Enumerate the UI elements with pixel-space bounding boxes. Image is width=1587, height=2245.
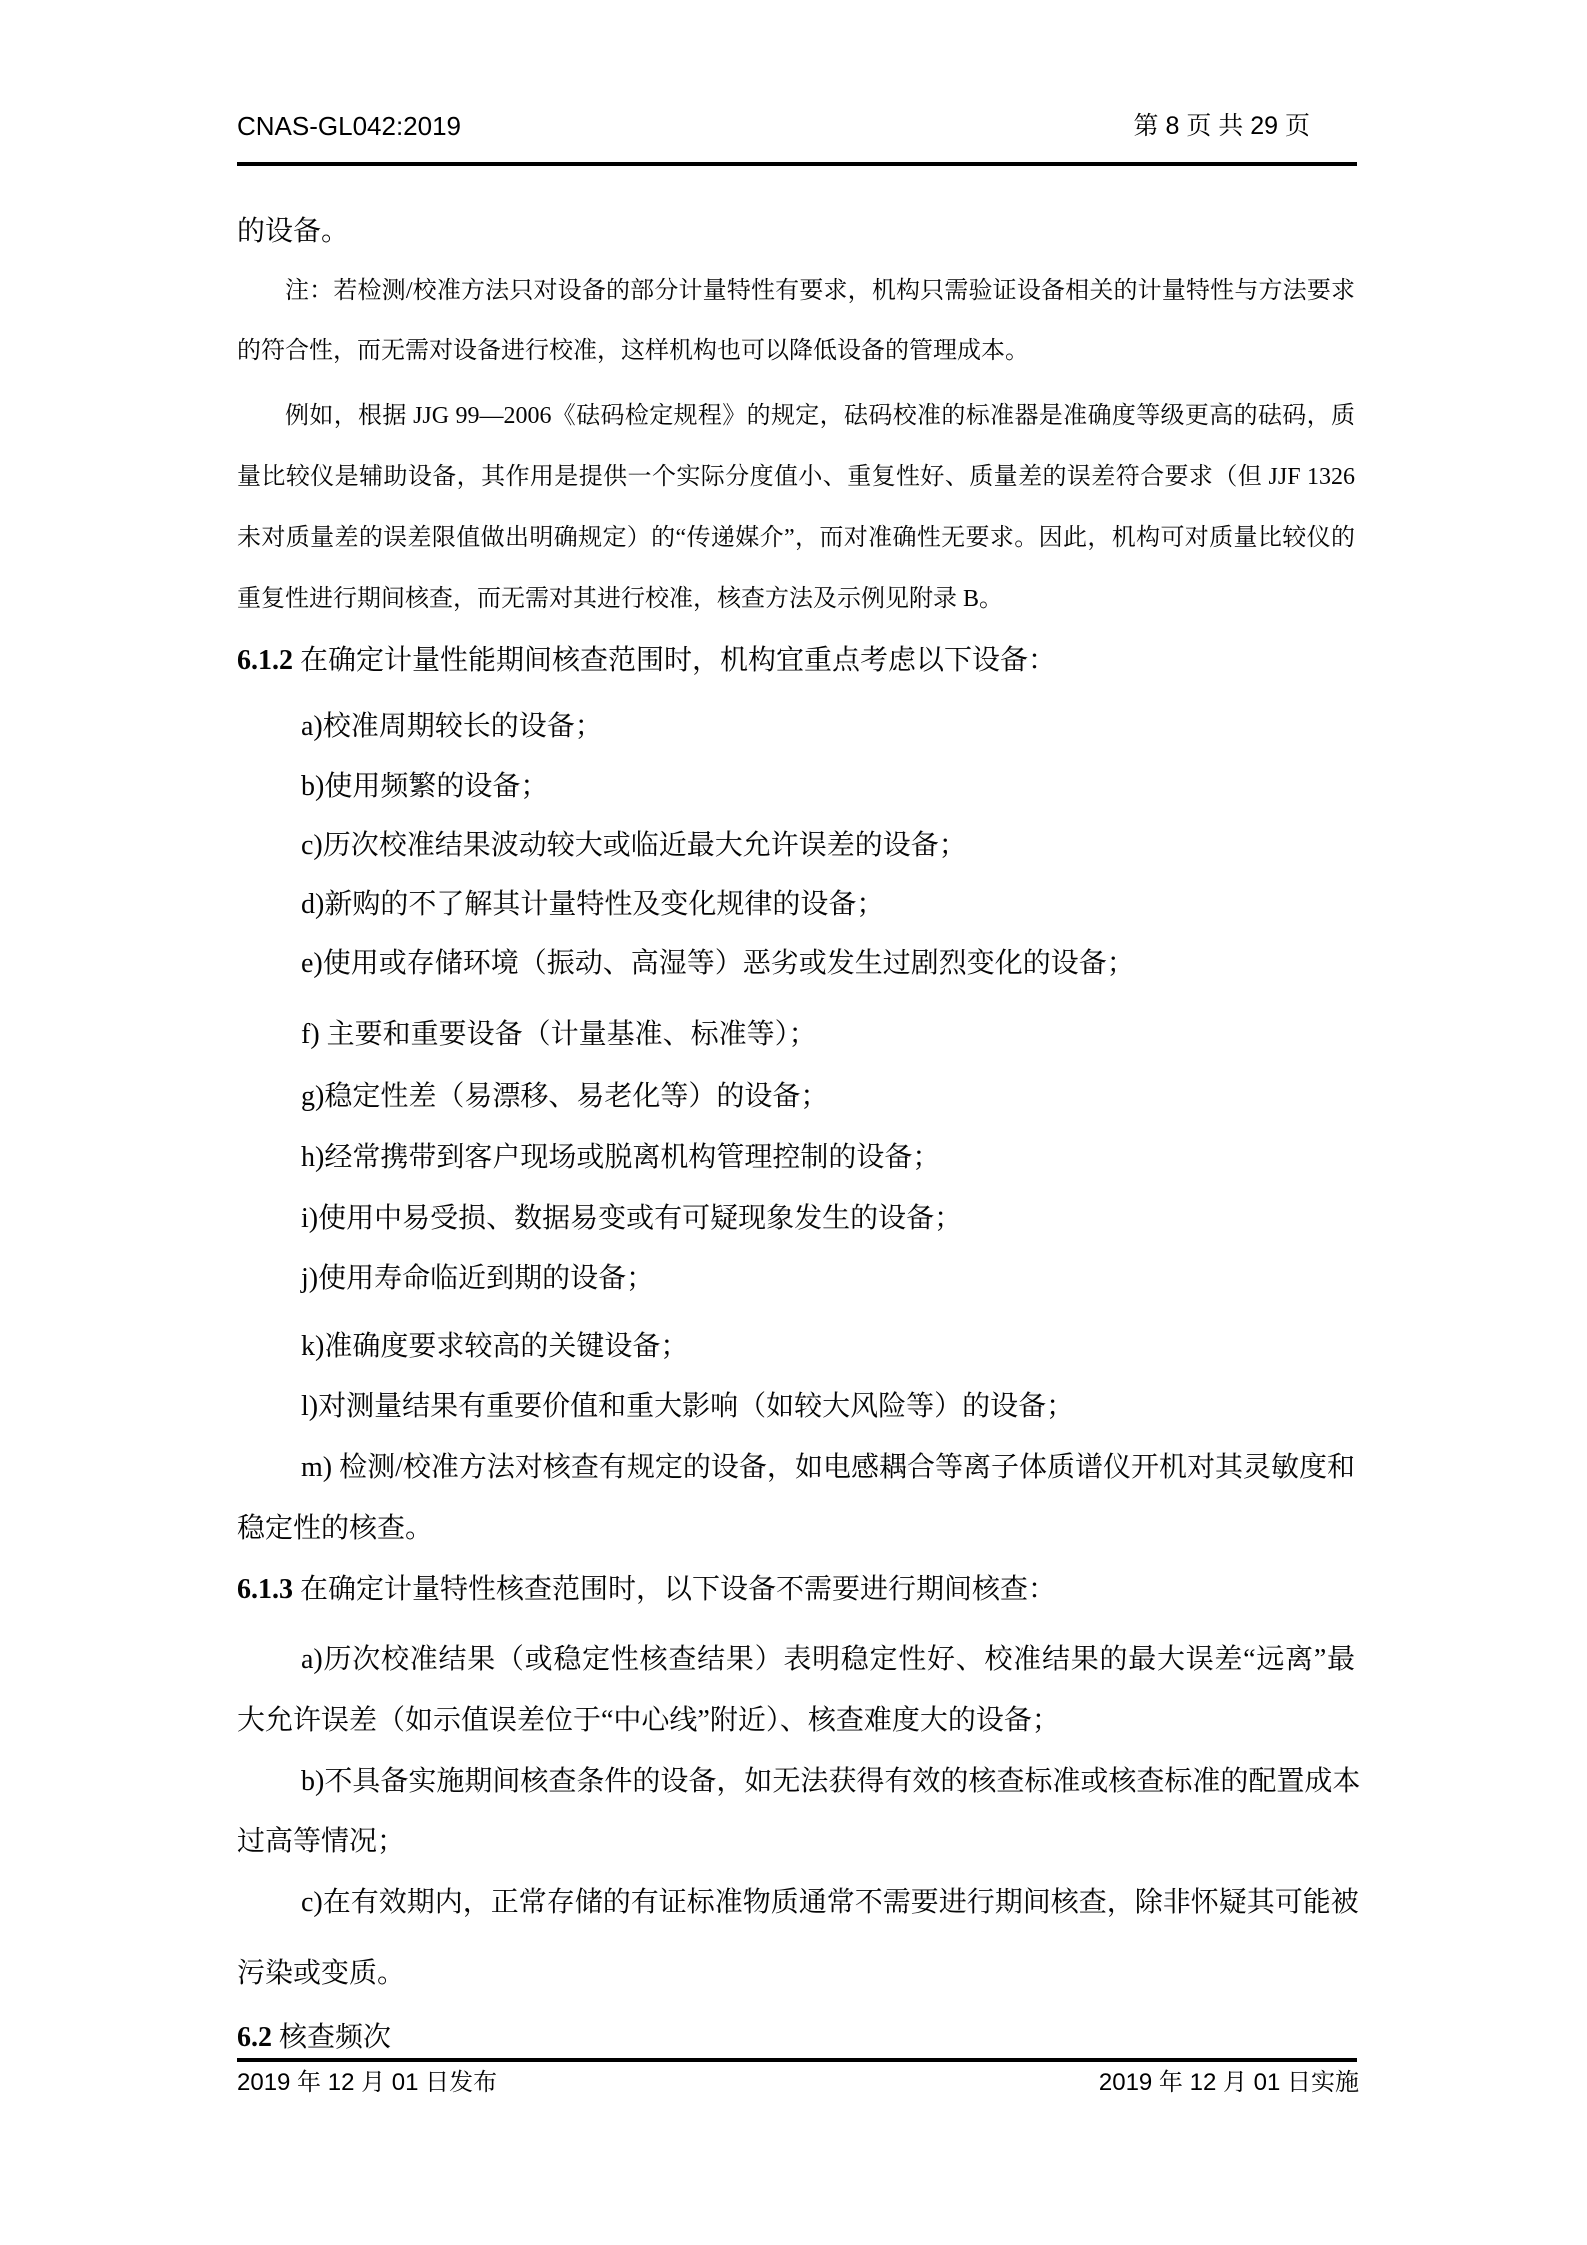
body-line-28: c)在有效期内，正常存储的有证标准物质通常不需要进行期间核查，除非怀疑其可能被 bbox=[301, 1887, 1359, 1918]
footer-implement-date: 2019 年 12 月 01 日实施 bbox=[1098, 2069, 1359, 2096]
body-line-1: 的设备。 bbox=[237, 216, 350, 247]
body-line-19: k)准确度要求较高的关键设备； bbox=[301, 1331, 689, 1362]
body-line-22: 稳定性的核查。 bbox=[237, 1513, 434, 1544]
body-line-14: f) 主要和重要设备（计量基准、标准等）； bbox=[301, 1019, 817, 1050]
body-line-23: 6.1.3 在确定计量特性核查范围时，以下设备不需要进行期间核查： bbox=[237, 1574, 1057, 1605]
body-line-5: 量比较仪是辅助设备，其作用是提供一个实际分度值小、重复性好、质量差的误差符合要求（但 JJF 1326 bbox=[237, 464, 1355, 490]
body-line-11: c)历次校准结果波动较大或临近最大允许误差的设备； bbox=[301, 830, 967, 861]
header-page-number: 第 8 页 共 29 页 bbox=[1133, 112, 1310, 140]
footer-release-date: 2019 年 12 月 01 日发布 bbox=[237, 2069, 498, 2096]
body-line-18: j)使用寿命临近到期的设备； bbox=[301, 1263, 655, 1294]
header-rule bbox=[237, 162, 1357, 166]
body-line-29: 污染或变质。 bbox=[237, 1958, 406, 1989]
body-line-12: d)新购的不了解其计量特性及变化规律的设备； bbox=[301, 889, 885, 920]
header-doc-code: CNAS-GL042:2019 bbox=[237, 111, 462, 141]
body-line-17: i)使用中易受损、数据易变或有可疑现象发生的设备； bbox=[301, 1203, 963, 1234]
body-line-10: b)使用频繁的设备； bbox=[301, 771, 549, 802]
body-line-26: b)不具备实施期间核查条件的设备，如无法获得有效的核查标准或核查标准的配置成本 bbox=[301, 1766, 1361, 1797]
body-line-21: m) 检测/校准方法对核查有规定的设备，如电感耦合等离子体质谱仪开机对其灵敏度和 bbox=[301, 1452, 1355, 1483]
body-line-15: g)稳定性差（易漂移、易老化等）的设备； bbox=[301, 1081, 829, 1112]
page-footer bbox=[237, 2068, 1359, 2098]
body-line-24: a)历次校准结果（或稳定性核查结果）表明稳定性好、校准结果的最大误差“远离”最 bbox=[301, 1644, 1355, 1675]
body-line-7: 重复性进行期间核查，而无需对其进行校准，核查方法及示例见附录 B。 bbox=[237, 586, 1004, 612]
section-number: 6.1.2 bbox=[237, 645, 293, 676]
body-line-8: 6.1.2 在确定计量性能期间核查范围时，机构宜重点考虑以下设备： bbox=[237, 645, 1057, 676]
body-line-27: 过高等情况； bbox=[237, 1826, 406, 1857]
body-line-20: l)对测量结果有重要价值和重大影响（如较大风险等）的设备； bbox=[301, 1391, 1075, 1422]
body-line-4: 例如，根据 JJG 99—2006《砝码检定规程》的规定，砝码校准的标准器是准确度等级更高的砝码，质 bbox=[285, 403, 1355, 429]
body-line-16: h)经常携带到客户现场或脱离机构管理控制的设备； bbox=[301, 1142, 941, 1173]
section-number: 6.1.3 bbox=[237, 1574, 293, 1605]
page-header bbox=[237, 110, 1355, 142]
body-line-30: 6.2 核查频次 bbox=[237, 2022, 392, 2053]
body-line-25: 大允许误差（如示值误差位于“中心线”附近）、核查难度大的设备； bbox=[237, 1705, 1060, 1736]
body-line-13: e)使用或存储环境（振动、高湿等）恶劣或发生过剧烈变化的设备； bbox=[301, 948, 1135, 979]
body-line-3: 的符合性，而无需对设备进行校准，这样机构也可以降低设备的管理成本。 bbox=[237, 338, 1029, 364]
footer-rule bbox=[237, 2058, 1357, 2062]
body-line-9: a)校准周期较长的设备； bbox=[301, 711, 603, 742]
body-line-2: 注：若检测/校准方法只对设备的部分计量特性有要求，机构只需验证设备相关的计量特性与方法要求 bbox=[285, 278, 1355, 304]
body-line-6: 未对质量差的误差限值做出明确规定）的“传递媒介”，而对准确性无要求。因此，机构可对质量比较仪的 bbox=[237, 525, 1355, 551]
section-number: 6.2 bbox=[237, 2022, 272, 2053]
